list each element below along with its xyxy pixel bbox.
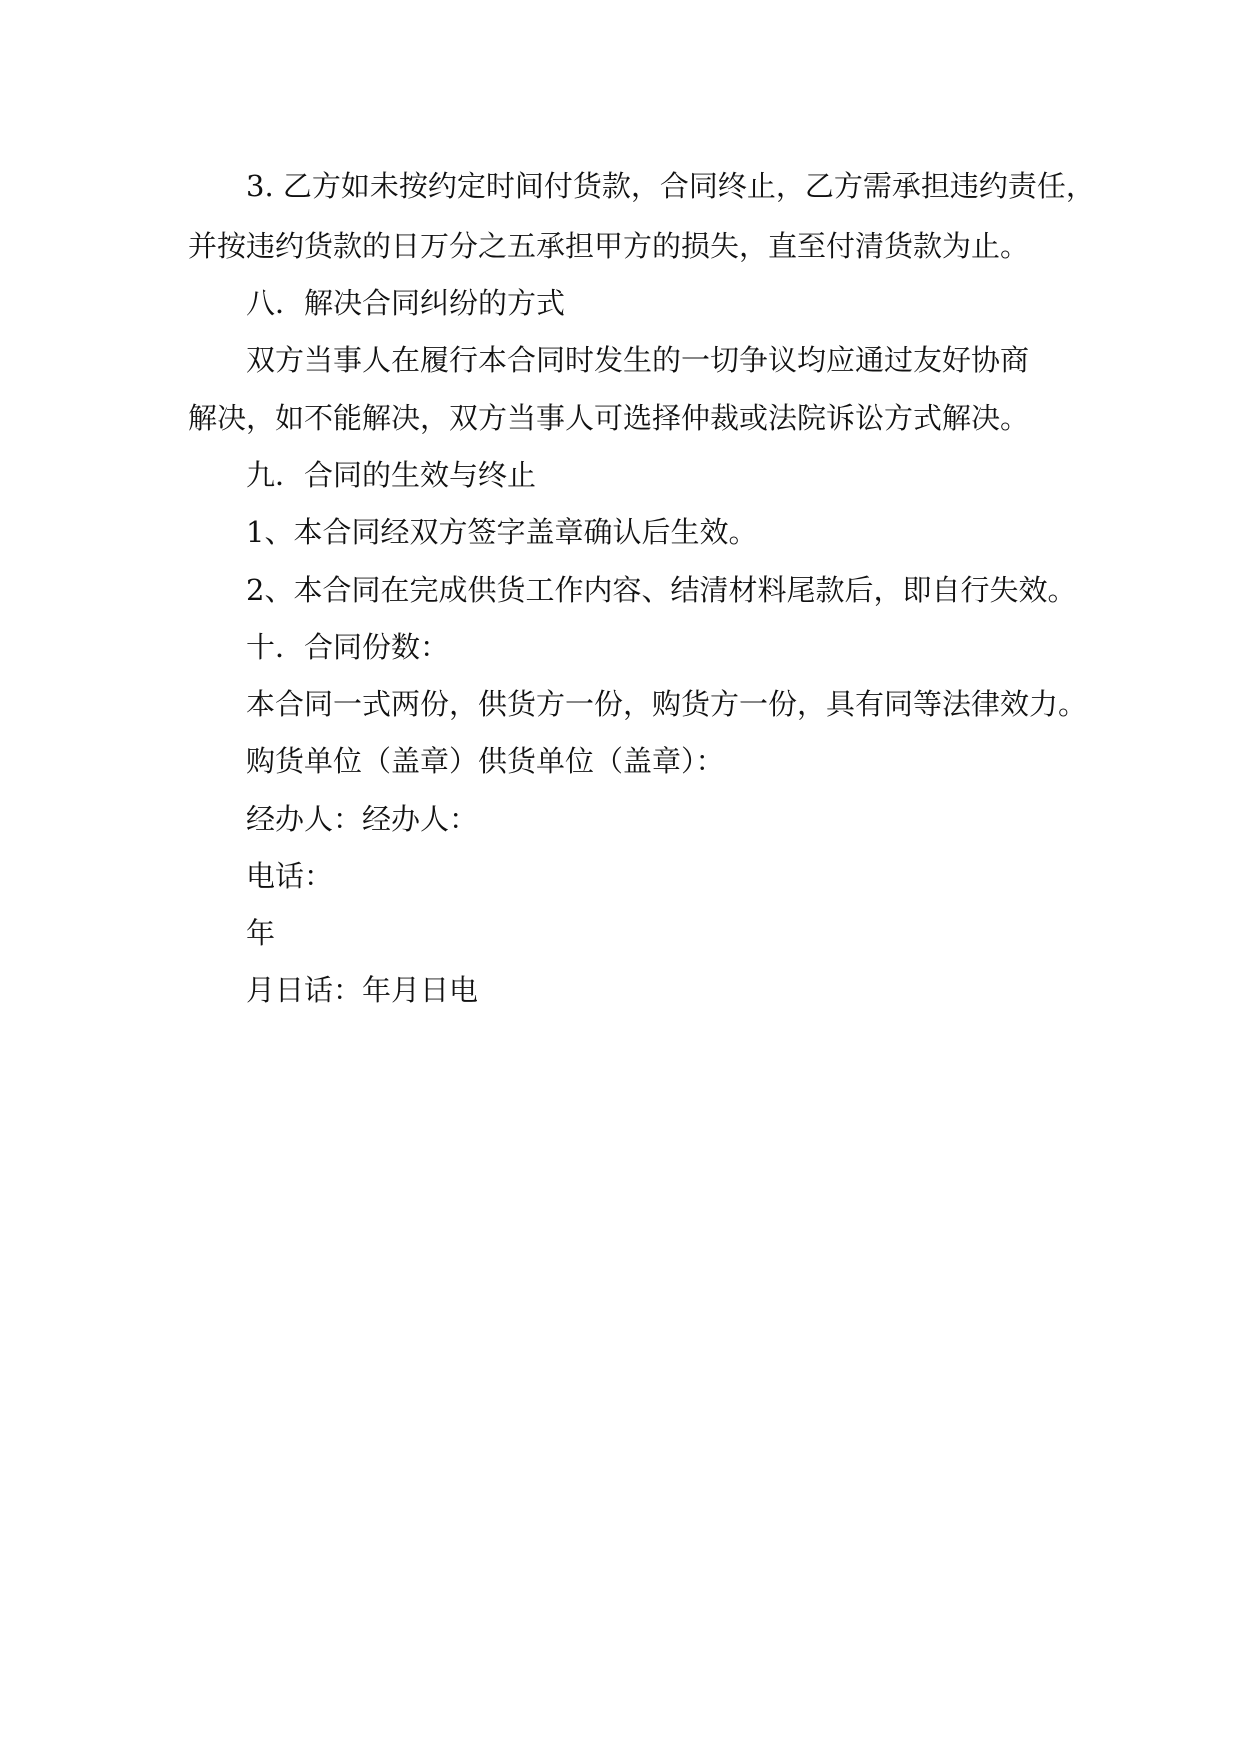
section-9-item-2: 2、本合同在完成供货工作内容、结清材料尾款后，即自行失效。 [246, 573, 1077, 607]
date-phone-line: 月日话：年月日电 [246, 973, 479, 1007]
section-8-text-line-2: 解决，如不能解决，双方当事人可选择仲裁或法院诉讼方式解决。 [188, 401, 1030, 435]
agent-line: 经办人：经办人： [246, 802, 479, 836]
phone-line: 电话： [246, 859, 334, 893]
section-10-heading: 十．合同份数： [246, 630, 450, 664]
clause-7-3-line-1: 3. 乙方如未按约定时间付货款，合同终止，乙方需承担违约责任， [246, 169, 1095, 203]
section-8-heading: 八．解决合同纠纷的方式 [246, 286, 566, 320]
clause-7-3-line-2: 并按违约货款的日万分之五承担甲方的损失，直至付清货款为止。 [188, 229, 1030, 263]
section-8-text-line-1: 双方当事人在履行本合同时发生的一切争议均应通过友好协商 [246, 343, 1030, 377]
signature-units-line: 购货单位（盖章）供货单位（盖章）： [246, 744, 725, 778]
section-10-text: 本合同一式两份，供货方一份，购货方一份，具有同等法律效力。 [246, 687, 1088, 721]
section-9-item-1: 1、本合同经双方签字盖章确认后生效。 [246, 515, 758, 549]
section-9-heading: 九．合同的生效与终止 [246, 458, 537, 492]
year-line: 年 [246, 916, 276, 950]
